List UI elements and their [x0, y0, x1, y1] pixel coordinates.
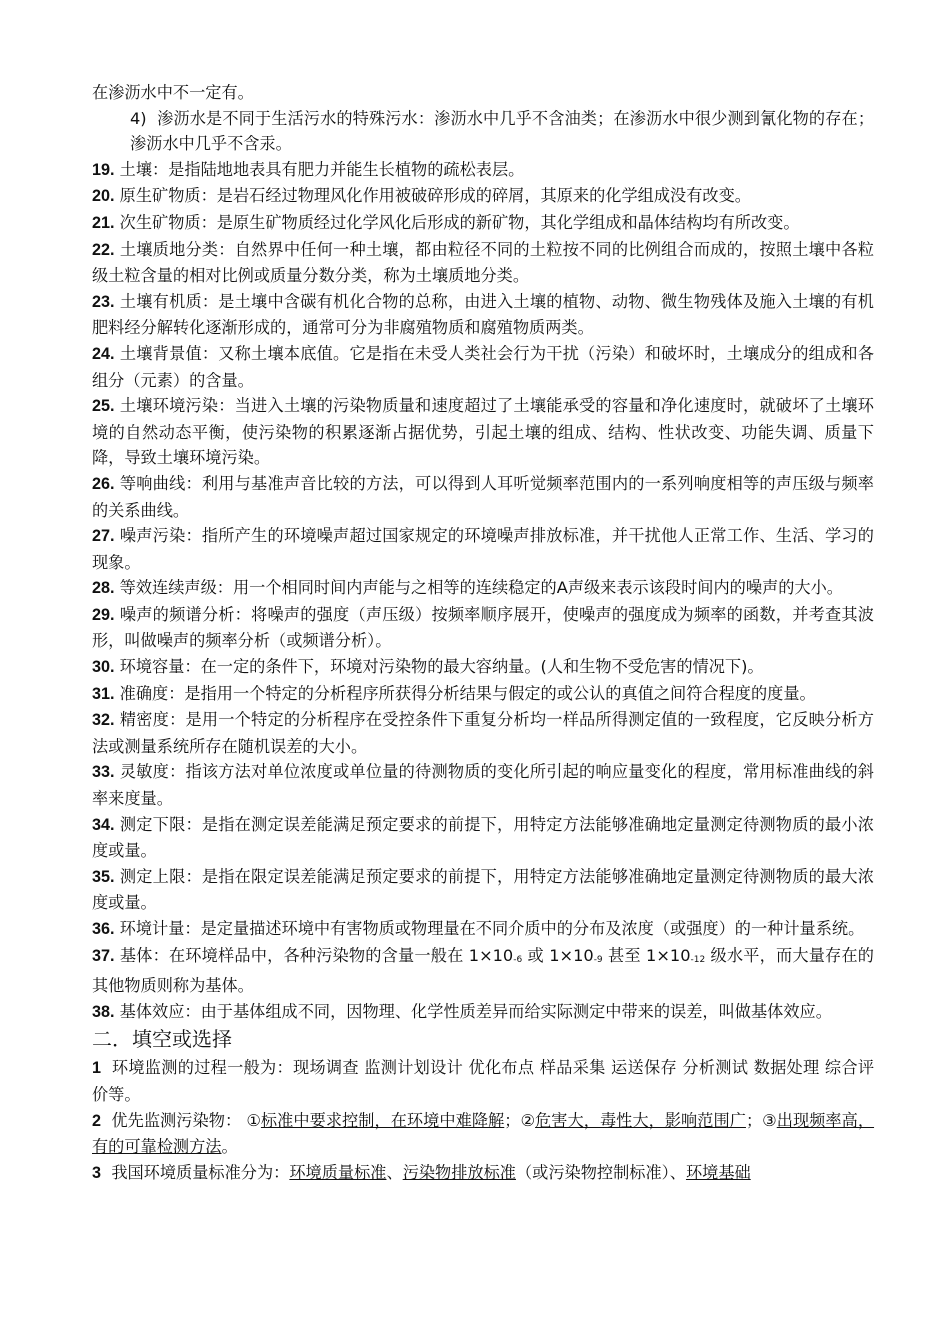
definition-item [92, 654, 874, 681]
definition-text: 次生矿物质：是原生矿物质经过化学风化后形成的新矿物，其化学组成和晶体结构均有所改变。 [119, 212, 800, 232]
definition-item [92, 341, 874, 393]
definition-text: 级水平，而大量存在的其他物质则称为基体。 [92, 945, 874, 996]
lead-text: 在渗沥水中不一定有。 [92, 83, 254, 102]
underlined-answer: 污染物排放标准 [402, 1162, 516, 1182]
definition-number: 28. [92, 579, 115, 598]
definition-item [92, 707, 874, 759]
definition-number: 34. [92, 815, 115, 834]
definition-number: 36. [92, 920, 115, 938]
definition-text: 或 1×10 [522, 945, 594, 965]
exponent: -12 [690, 954, 706, 965]
question-text: 、 [386, 1162, 403, 1182]
definition-item [92, 575, 874, 602]
question-1 [92, 1055, 874, 1107]
definition-text: 灵敏度：指该方法对单位浓度或单位量的待测物质的变化所引起的响应量变化的程度，常用标准曲线的斜率来度量。 [92, 762, 874, 809]
question-number: 2 [92, 1111, 102, 1130]
definition-number: 33. [92, 763, 115, 782]
definition-item [92, 681, 874, 708]
underlined-answer: 标准中要求控制，在环境中难降解 [260, 1110, 505, 1130]
definition-number: 35. [92, 867, 115, 886]
definition-number: 31. [92, 684, 115, 703]
definition-text: 环境容量：在一定的条件下，环境对污染物的最大容纳量。(人和生物不受危害的情况下)。 [119, 657, 764, 677]
definition-item [92, 237, 874, 289]
definition-text: 精密度：是用一个特定的分析程序在受控条件下重复分析均一样品所得测定值的一致程度，它反映分析方法或测量系统所存在随机误差的大小。 [92, 710, 874, 756]
question-text: 环境监测的过程一般为：现场调查 监测计划设计 优化布点 样品采集 运送保存 分析测试 数据处理 综合评价等。 [92, 1058, 875, 1104]
underlined-answer: 危害大，毒性大，影响范围广 [535, 1110, 746, 1130]
definition-text: 甚至 1×10 [602, 945, 691, 965]
definition-text: 原生矿物质：是岩石经过物理风化作用被破碎形成的碎屑，其原来的化学组成没有改变。 [119, 186, 751, 206]
definition-text: 等响曲线：利用与基准声音比较的方法，可以得到人耳听觉频率范围内的一系列响度相等的声压级与频率的关系曲线。 [92, 473, 874, 520]
definition-text: 噪声污染：指所产生的环境噪声超过国家规定的环境噪声排放标准，并干扰他人正常工作、生活、学习的现象。 [92, 526, 874, 572]
list-item [92, 106, 874, 157]
definition-item [92, 864, 874, 916]
definition-number: 27. [92, 527, 115, 546]
definition-item-37 [92, 943, 874, 999]
section-heading: 二．填空或选择 [92, 1027, 232, 1052]
underlined-answer: 环境质量标准 [289, 1162, 387, 1182]
question-text: （或污染物控制标准）、 [516, 1162, 686, 1182]
definition-text: 测定上限：是指在限定误差能满足预定要求的前提下，用特定方法能够准确地定量测定待测物质的最大浓度或量。 [92, 866, 874, 913]
definition-text: 准确度：是指用一个特定的分析程序所获得分析结果与假定的或公认的真值之间符合程度的度量。 [119, 683, 816, 703]
definition-item-38 [92, 999, 874, 1026]
definition-text: 环境计量：是定量描述环境中有害物质或物理量在不同介质中的分布及浓度（或强度）的一种计量系统。 [119, 919, 865, 938]
question-text: ；③ [745, 1110, 777, 1130]
definition-text: 土壤：是指陆地地表具有肥力并能生长植物的疏松表层。 [119, 159, 525, 179]
definition-text: 基体：在环境样品中，各种污染物的含量一般在 1×10 [119, 945, 514, 965]
exponent: -6 [513, 954, 523, 965]
item-number: 4) [130, 108, 147, 128]
definition-number: 22. [92, 240, 115, 259]
definition-text: 基体效应：由于基体组成不同，因物理、化学性质差异而给实际测定中带来的误差，叫做基体效应。 [119, 1001, 832, 1021]
definition-list [92, 157, 874, 943]
definition-number: 26. [92, 474, 115, 493]
definition-number: 20. [92, 187, 115, 206]
question-text: 。 [221, 1137, 238, 1157]
definition-item [92, 602, 874, 654]
definition-number: 30. [92, 658, 115, 677]
question-number: 1 [92, 1059, 102, 1078]
definition-item [92, 916, 874, 943]
question-2 [92, 1108, 874, 1160]
definition-text: 土壤有机质：是土壤中含碳有机化合物的总称，由进入土壤的植物、动物、微生物残体及施入土壤的有机肥料经分解转化逐渐形成的，通常可分为非腐殖物质和腐殖物质两类。 [92, 291, 874, 338]
definition-item [92, 393, 874, 471]
item-text: 渗沥水是不同于生活污水的特殊污水：渗沥水中几乎不含油类；在渗沥水中很少测到氰化物的存在；渗沥水中几乎不含汞。 [130, 108, 875, 154]
definition-number: 23. [92, 292, 115, 311]
question-3 [92, 1160, 874, 1187]
definition-item [92, 183, 874, 210]
definition-number: 24. [92, 344, 115, 363]
definition-number: 32. [92, 711, 115, 730]
definition-text: 测定下限：是指在测定误差能满足预定要求的前提下，用特定方法能够准确地定量测定待测物质的最小浓度或量。 [92, 814, 874, 861]
exponent: -9 [593, 954, 603, 965]
definition-text: 土壤环境污染：当进入土壤的污染物质量和速度超过了土壤能承受的容量和净化速度时，就破坏了土壤环境的自然动态平衡，使污染物的积累逐渐占据优势，引起土壤的组成、结构、性状改变、功能失调、质量下降，导致土壤环境污染。 [92, 396, 874, 468]
definition-text: 噪声的频谱分析：将噪声的强度（声压级）按频率顺序展开，使噪声的强度成为频率的函数，并考查其波形，叫做噪声的频率分析（或频谱分析）。 [92, 604, 874, 651]
definition-number: 29. [92, 605, 115, 624]
question-text: ① [246, 1110, 261, 1130]
definition-text: 土壤背景值：又称土壤本底值。它是指在未受人类社会行为干扰（污染）和破坏时，土壤成分的组成和各组分（元素）的含量。 [92, 343, 874, 390]
definition-item [92, 471, 874, 523]
question-text: ；② [504, 1110, 536, 1130]
definition-number: 19. [92, 160, 115, 179]
definition-item [92, 523, 874, 575]
definition-item [92, 759, 874, 811]
definition-text: 等效连续声级：用一个相同时间内声能与之相等的连续稳定的A声级来表示该段时间内的噪声的大小。 [119, 578, 843, 598]
definition-number: 25. [92, 397, 115, 416]
question-text: 我国环境质量标准分为： [111, 1162, 290, 1182]
definition-number: 37. [92, 946, 115, 965]
question-number: 3 [92, 1163, 102, 1182]
definition-number: 21. [92, 213, 115, 232]
definition-item [92, 812, 874, 864]
definition-item [92, 289, 874, 341]
definition-text: 土壤质地分类：自然界中任何一种土壤，都由粒径不同的土粒按不同的比例组合而成的，按照土壤中各粒级土粒含量的相对比例或质量分数分类，称为土壤质地分类。 [92, 239, 874, 286]
underlined-answer: 环境基础 [685, 1162, 751, 1182]
definition-item [92, 210, 874, 237]
underlined-answer: 出现频率高，有的可靠检测方法 [92, 1110, 875, 1157]
definition-number: 38. [92, 1002, 115, 1021]
question-text: 优先监测污染物： [111, 1110, 247, 1130]
document-body [92, 80, 874, 1186]
definition-item [92, 157, 874, 184]
